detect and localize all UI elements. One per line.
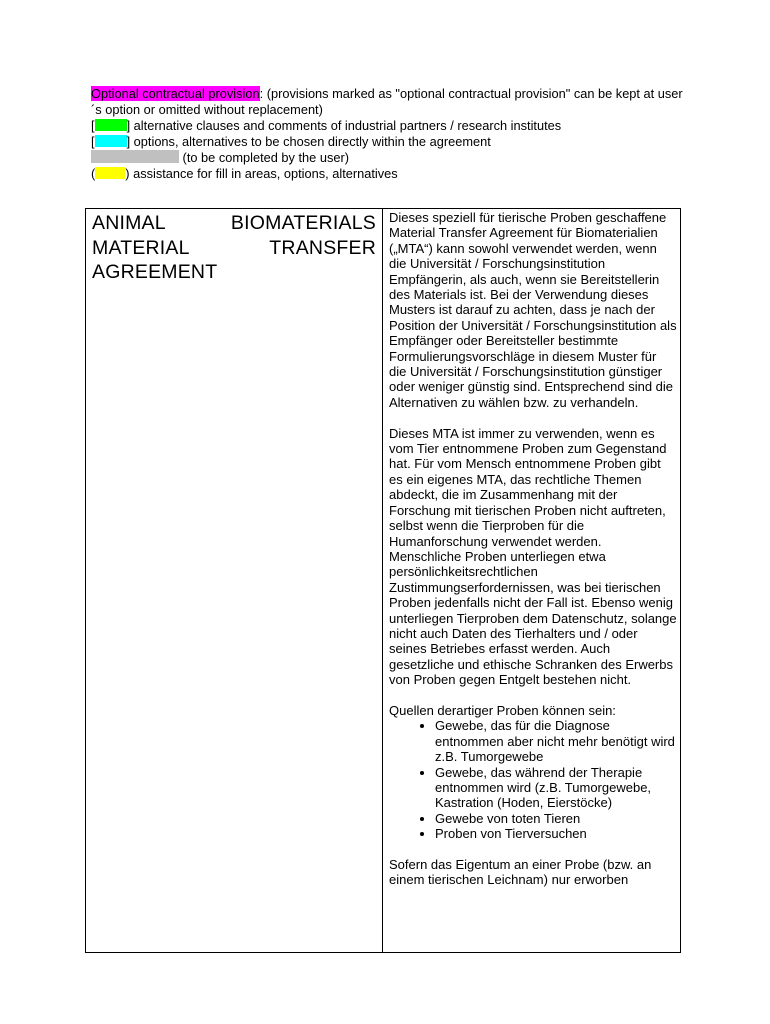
intro-paragraph: Dieses speziell für tierische Proben geschaffene Material Transfer Agreement für Biomaterialien („MTA“) kann sowohl verwendet werden, wenn die Universität / Forschungsinstitution Empfängerin, als auch, wenn sie Bereitstellerin des Materials ist. Bei der Verwendung dieses Musters ist darauf zu achten, dass je nach der Position der Universität / Forschungsinstitution als Empfänger oder Bereitsteller bestimmte Formulierungsvorschläge in diesem Muster für die Universität / Forschungsinstitution günstiger oder weniger günstig sind. Entsprechend sind die Alternativen zu wählen bzw. zu verhandeln. [389, 210, 677, 410]
scope-paragraph: Dieses MTA ist immer zu verwenden, wenn es vom Tier entnommene Proben zum Gegenstand hat. Für vom Mensch entnommene Proben gibt es ein eigenes MTA, das rechtliche Themen abdeckt, die im Zusammenhang mit der Forschung mit tierischen Proben nicht auftreten, selbst wenn die Tierproben für die Humanforschung verwendet werden. Menschliche Proben unterliegen etwa persönlichkeitsrechtlichen Zustimmungserfordernissen, was bei tierischen Proben jedenfalls nicht der Fall ist. Ebenso wenig unterliegen Tierproben dem Datenschutz, solange nicht auch Daten des Tierhalters und / oder seines Betriebes erfasst werden. Auch gesetzliche und ethische Schranken des Erwerbs von Proben gegen Entgelt bestehen nicht. [389, 425, 677, 688]
legend-green-line [91, 118, 691, 134]
list-item: • Gewebe, das während der Therapie entnommen wird (z.B. Tumorgewebe, Kastration (Hoden, Eierstöcke) [435, 765, 677, 811]
legend-cyan-line [91, 134, 691, 150]
bracket-close: ] [126, 118, 131, 133]
list-item: • Gewebe von toten Tieren [435, 811, 677, 826]
bracket-close: ] [126, 134, 131, 149]
optional-provision-description: : (provisions marked as "optional contractual provision" can be kept at user´s option or omitted without replacement) [91, 86, 683, 117]
list-item: • Proben von Tierversuchen [435, 826, 677, 841]
sources-list [389, 718, 677, 841]
green-swatch [95, 119, 127, 131]
color-legend [91, 86, 691, 182]
legend-yellow-line [91, 166, 691, 182]
legend-gray-line [91, 150, 691, 166]
gray-legend-text: (to be completed by the user) [179, 150, 350, 165]
paren-open: ( [91, 166, 96, 181]
title-cell [86, 209, 383, 952]
commentary-cell [383, 209, 681, 952]
gray-swatch [91, 150, 179, 163]
legend-optional-line [91, 86, 691, 118]
cyan-swatch [95, 135, 127, 147]
agreement-table [85, 208, 681, 953]
paren-close: ) [125, 166, 130, 181]
bracket-open: [ [91, 134, 95, 149]
ownership-paragraph: Sofern das Eigentum an einer Probe (bzw. an einem tierischen Leichnam) nur erworben [389, 857, 652, 888]
optional-provision-label: Optional contractual provision [91, 86, 260, 101]
cyan-legend-text: options, alternatives to be chosen directly within the agreement [130, 134, 491, 149]
yellow-swatch [95, 167, 125, 179]
bracket-open: [ [91, 118, 95, 133]
green-legend-text: alternative clauses and comments of industrial partners / research institutes [130, 118, 562, 133]
yellow-legend-text: assistance for fill in areas, options, alternatives [129, 166, 398, 181]
sources-heading: Quellen derartiger Proben können sein: [389, 702, 616, 718]
list-item: • Gewebe, das für die Diagnose entnommen aber nicht mehr benötigt wird z.B. Tumorgewebe [435, 718, 677, 764]
agreement-title: ANIMAL BIOMATERIALS MATERIAL TRANSFER AGREEMENT [92, 212, 376, 283]
